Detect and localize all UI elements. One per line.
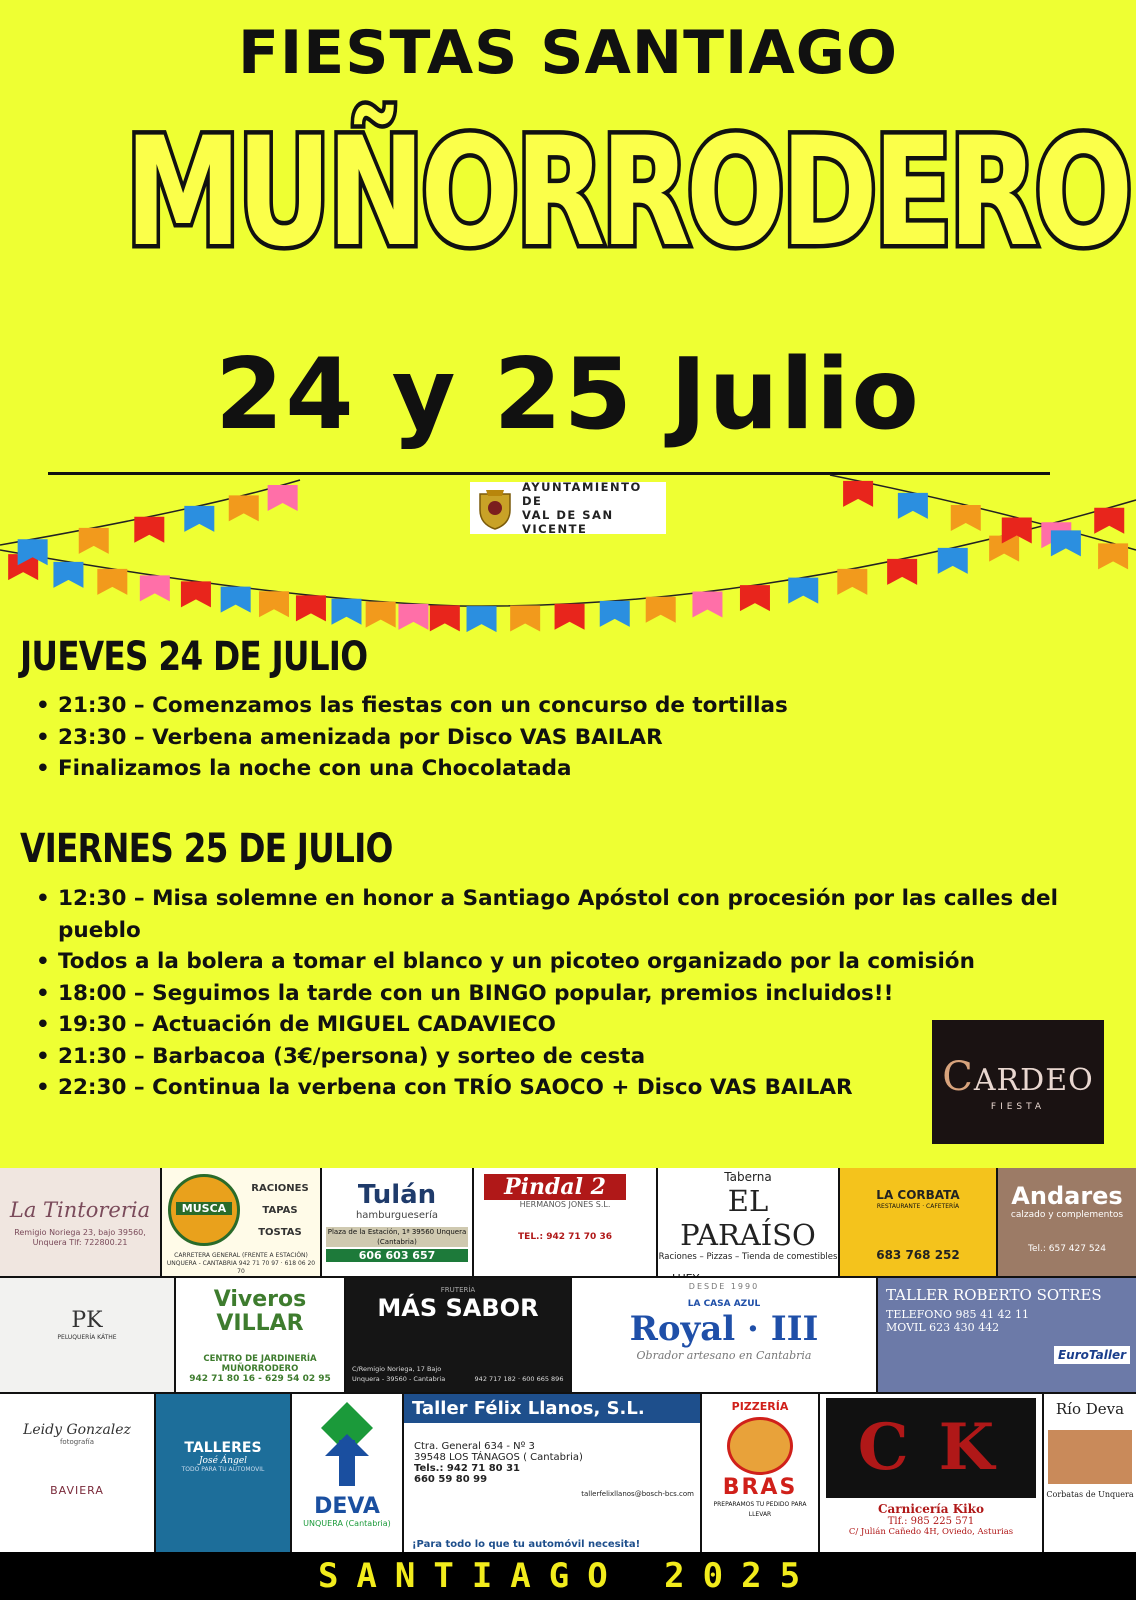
sponsor-name: Viveros VILLAR bbox=[213, 1287, 307, 1336]
sponsor-address: C/ Julián Cañedo 4H, Oviedo, Asturias bbox=[848, 1527, 1014, 1537]
sponsor-phone: Tel.: 657 427 524 bbox=[1027, 1244, 1107, 1254]
sponsor-name: DEVA bbox=[314, 1494, 380, 1519]
footer-banner: SANTIAGO 2025 bbox=[0, 1552, 1136, 1600]
sponsor-name: PK bbox=[71, 1308, 103, 1333]
sponsor-slogan: ¡Para todo lo que tu automóvil necesita! bbox=[412, 1539, 641, 1550]
schedule-item: • 23:30 – Verbena amenizada por Disco VAS BAILAR bbox=[36, 722, 788, 754]
sponsor-pindal bbox=[474, 1168, 656, 1276]
cardeo-sub: FIESTA bbox=[990, 1102, 1046, 1112]
sponsor-slogan: Obrador artesano en Cantabria bbox=[636, 1349, 812, 1362]
sponsor-slogan: PREPARAMOS TU PEDIDO PARA LLEVAR bbox=[713, 1501, 807, 1518]
sponsor-rio-deva bbox=[1044, 1394, 1136, 1552]
sponsor-royal-iii bbox=[572, 1278, 876, 1392]
sponsor-name: TALLER ROBERTO SOTRES bbox=[886, 1286, 1102, 1304]
sponsor-info: PELUQUERÍA KÁTHE bbox=[57, 1334, 117, 1341]
sponsor-name: Río Deva bbox=[1055, 1400, 1125, 1418]
bunting-flag bbox=[229, 495, 259, 521]
bunting-flag bbox=[898, 493, 928, 519]
bunting-flag bbox=[837, 569, 867, 595]
sponsor-name: La Tintoreria bbox=[9, 1198, 151, 1222]
event-title-small: FIESTAS SANTIAGO bbox=[237, 18, 899, 88]
sponsor-location: UNQUERA (Cantabria) bbox=[303, 1519, 391, 1528]
sponsor-email: tallerfelixllanos@bosch-bcs.com bbox=[581, 1490, 694, 1498]
sponsor-address: Ctra. General 634 - Nº 3 bbox=[414, 1441, 535, 1452]
sponsor-phone: Tlf.: 985 225 571 bbox=[887, 1516, 975, 1527]
sponsor-phone: MOVIL 623 430 442 bbox=[886, 1321, 1000, 1334]
sponsor-name: LA CORBATA bbox=[876, 1188, 960, 1202]
sponsor-slogan: TODO PARA TU AUTOMOVIL bbox=[181, 1466, 265, 1473]
sponsor-name: BRAS bbox=[722, 1475, 798, 1500]
schedule-item: • 19:30 – Actuación de MIGUEL CADAVIECO bbox=[36, 1009, 1116, 1041]
sponsor-name: Tulán bbox=[357, 1180, 437, 1210]
bunting-flag bbox=[938, 548, 968, 574]
sponsor-la-corbata bbox=[840, 1168, 996, 1276]
bunting-flag bbox=[134, 517, 164, 543]
bunting-flag bbox=[692, 592, 722, 618]
sponsor-tulan bbox=[322, 1168, 472, 1276]
bunting-flag bbox=[555, 604, 585, 630]
sponsor-name: Carnicería Kiko bbox=[877, 1502, 984, 1516]
bunting-flag bbox=[430, 605, 460, 631]
bunting-flag bbox=[296, 595, 326, 621]
event-town-title: MUÑORRODERO bbox=[124, 106, 1129, 280]
bunting-flag bbox=[843, 481, 873, 507]
bunting-flag bbox=[1051, 530, 1081, 556]
bunting-flag bbox=[510, 606, 540, 632]
cardeo-fiesta-logo bbox=[932, 1020, 1104, 1144]
sponsor-info: RACIONES TAPAS TOSTAS bbox=[251, 1183, 309, 1238]
sponsor-address: C/Remigio Noriega, 17 Bajo Unquera - 39560 - Cantabria bbox=[352, 1365, 446, 1383]
sponsor-name: Leidy Gonzalez bbox=[23, 1422, 131, 1438]
sponsor-andares bbox=[998, 1168, 1136, 1276]
bunting-flag bbox=[268, 485, 298, 511]
sponsor-taller-roberto-sotres bbox=[878, 1278, 1136, 1392]
sponsor-tintoreria bbox=[0, 1168, 160, 1276]
bunting-flag bbox=[97, 569, 127, 595]
bunting-flag bbox=[184, 506, 214, 532]
ayuntamiento-logo bbox=[470, 482, 666, 534]
bunting-flag bbox=[887, 559, 917, 585]
sponsor-viveros-villar bbox=[176, 1278, 344, 1392]
sponsor-mas-sabor bbox=[346, 1278, 570, 1392]
bunting-flag bbox=[740, 585, 770, 611]
sponsor-info: LA CASA AZUL bbox=[687, 1299, 761, 1309]
bunting-flag bbox=[467, 606, 497, 632]
schedule-item: • 18:00 – Seguimos la tarde con un BINGO popular, premios incluidos!! bbox=[36, 978, 1116, 1010]
schedule-item: • 21:30 – Barbacoa (3€/persona) y sorteo de cesta bbox=[36, 1041, 1116, 1073]
sponsor-carniceria-kiko: CK Carnicería Kiko Tlf.: 985 225 571 C/ Julián Cañedo 4H, Oviedo, Asturias bbox=[820, 1394, 1042, 1552]
sponsor-phone: 942 71 80 16 - 629 54 02 95 bbox=[189, 1374, 331, 1384]
sponsor-name: TALLERES bbox=[184, 1440, 262, 1456]
sponsor-name: EL PARAÍSO bbox=[680, 1184, 816, 1252]
sponsor-deva-autoescuela bbox=[292, 1394, 402, 1552]
sponsor-address: CARRETERA GENERAL (FRENTE A ESTACIÓN) UNQUERA - CANTABRIA 942 71 70 97 · 618 06 20 70 bbox=[166, 1252, 316, 1275]
bunting-flag bbox=[259, 591, 289, 617]
sponsor-brand: EuroTaller bbox=[1054, 1346, 1130, 1364]
bunting-flag bbox=[600, 601, 630, 627]
organizer-line2: VAL DE SAN VICENTE bbox=[522, 508, 614, 536]
sponsor-name: MUSCA bbox=[176, 1202, 232, 1215]
bunting-flag bbox=[1098, 543, 1128, 569]
bunting-flag bbox=[646, 597, 676, 623]
sponsor-brand: BAVIERA bbox=[50, 1484, 104, 1497]
bunting-flag bbox=[140, 575, 170, 601]
sponsor-info: HERMANOS JONES S.L. bbox=[519, 1200, 611, 1209]
schedule-item: • 12:30 – Misa solemne en honor a Santiago Apóstol con procesión por las calles del pueblo bbox=[36, 883, 1116, 946]
bunting-flag bbox=[79, 528, 109, 554]
sponsor-name: Royal · III bbox=[629, 1309, 819, 1349]
sponsor-address: 39548 LOS TÁNAGOS ( Cantabria) bbox=[414, 1452, 583, 1463]
sponsor-phone: TEL.: 942 71 70 36 bbox=[518, 1232, 612, 1242]
sponsor-el-paraiso bbox=[658, 1168, 838, 1276]
sponsor-phone: 683 768 252 bbox=[876, 1248, 960, 1262]
sponsor-phone: TELEFONO 985 41 42 11 bbox=[886, 1308, 1029, 1321]
sponsor-info: calzado y complementos bbox=[1010, 1210, 1124, 1220]
sponsor-info: Corbatas de Unquera bbox=[1046, 1490, 1134, 1499]
bunting-flag bbox=[366, 602, 396, 628]
sponsor-phone: Tels.: 942 71 80 31 bbox=[414, 1463, 521, 1474]
sponsor-name: Andares bbox=[1011, 1182, 1123, 1210]
sponsor-info: José Ángel bbox=[198, 1456, 248, 1466]
schedule-item: • 22:30 – Continua la verbena con TRÍO SAOCO + Disco VAS BAILAR bbox=[36, 1072, 1116, 1104]
cardeo-initial: C bbox=[942, 1054, 974, 1100]
deva-logo-icon bbox=[307, 1400, 387, 1490]
sponsor-info: RESTAURANTE · CAFETERÍA bbox=[876, 1203, 960, 1210]
sponsor-info: Remigio Noriega 23, bajo 39560, Unquera Tlf: 722800.21 bbox=[14, 1228, 146, 1247]
bunting-flag bbox=[331, 599, 361, 625]
day1-schedule bbox=[36, 690, 788, 785]
sponsor-leidy-gonzalez bbox=[0, 1394, 154, 1552]
bunting-flag bbox=[221, 587, 251, 613]
coat-of-arms-icon bbox=[476, 486, 514, 530]
sponsor-talleres-jose-angel bbox=[156, 1394, 290, 1552]
sponsor-address: Plaza de la Estación, 1ª 39560 Unquera (Cantabria) bbox=[327, 1228, 467, 1246]
bunting-flag bbox=[398, 604, 428, 630]
sponsor-phone: 606 603 657 bbox=[326, 1249, 468, 1262]
sponsor-name: Pindal 2 bbox=[484, 1174, 626, 1200]
sponsor-phone: 660 59 80 99 bbox=[414, 1474, 488, 1485]
sponsor-since: DESDE 1990 bbox=[688, 1282, 760, 1291]
event-dates: 24 y 25 Julio bbox=[215, 338, 921, 452]
schedule-item: • 21:30 – Comenzamos las fiestas con un concurso de tortillas bbox=[36, 690, 788, 722]
sponsor-taller-felix-llanos bbox=[404, 1394, 700, 1552]
sponsor-info: Taberna bbox=[724, 1170, 772, 1184]
sponsor-pk bbox=[0, 1278, 174, 1392]
sponsor-info: FRUTERÍA bbox=[440, 1286, 476, 1294]
bunting-flag bbox=[53, 562, 83, 588]
cardeo-name: ARDEO bbox=[973, 1063, 1094, 1098]
bunting-flag bbox=[788, 578, 818, 604]
sponsor-address: Raciones – Pizzas – Tienda de comestibles bbox=[658, 1252, 838, 1262]
schedule-item: • Todos a la bolera a tomar el blanco y un picoteo organizado por la comisión bbox=[36, 946, 1116, 978]
sponsor-musca bbox=[162, 1168, 320, 1276]
day1-heading: JUEVES 24 DE JULIO bbox=[20, 634, 368, 680]
sponsor-info: PIZZERÍA bbox=[731, 1400, 789, 1413]
bunting-flag bbox=[1094, 508, 1124, 534]
sponsor-phone: 942 717 182 · 600 665 896 bbox=[474, 1375, 564, 1383]
bunting-flag bbox=[181, 581, 211, 607]
sponsor-name: Taller Félix Llanos, S.L. bbox=[404, 1394, 700, 1423]
bunting-flag bbox=[951, 505, 981, 531]
sponsors-grid bbox=[0, 1168, 1136, 1552]
sponsor-pizzeria-bras bbox=[702, 1394, 818, 1552]
day2-heading: VIERNES 25 DE JULIO bbox=[20, 826, 393, 872]
sponsor-info: hamburguesería bbox=[355, 1210, 439, 1221]
sponsor-name: MÁS SABOR bbox=[377, 1294, 539, 1322]
schedule-item: • Finalizamos la noche con una Chocolatada bbox=[36, 753, 788, 785]
sponsor-info: fotografía bbox=[59, 1438, 95, 1446]
organizer-line1: AYUNTAMIENTO DE bbox=[522, 480, 642, 508]
sponsor-info: CENTRO DE JARDINERÍA MUÑORRODERO bbox=[203, 1354, 317, 1374]
